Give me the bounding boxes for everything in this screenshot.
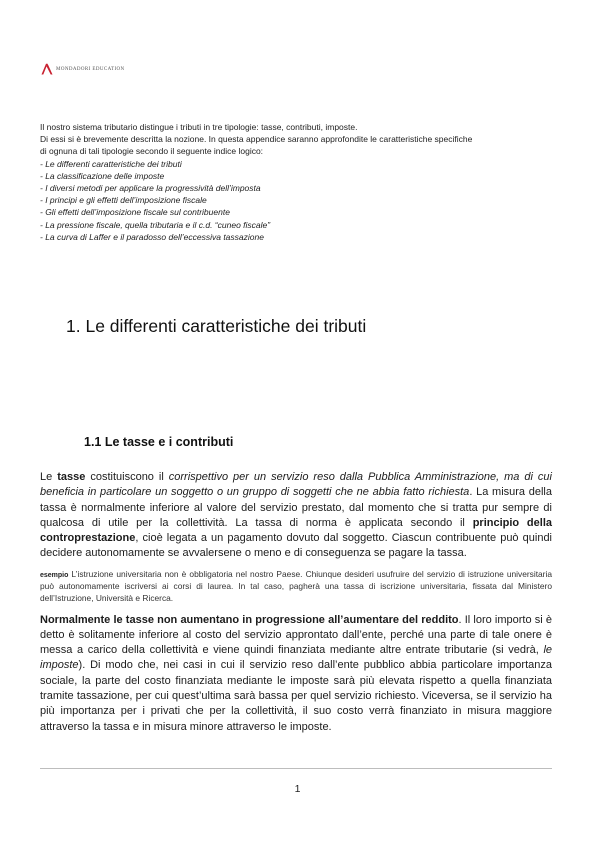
example-label: esempio bbox=[40, 571, 69, 579]
topic-index-item: - I principi e gli effetti dell’imposizione fiscale bbox=[40, 195, 207, 206]
intro-line: di ognuna di tali tipologie secondo il seguente indice logico: bbox=[40, 146, 264, 157]
definition-italic: corrispettivo per un servizio reso dalla Pubblica Amministrazione, ma di cui beneficia in particolare un soggetto o un gruppo di soggetti che ne abbia fatto richiesta bbox=[40, 471, 552, 499]
topic-index-item: - Gli effetti dell’imposizione fiscale sul contribuente bbox=[40, 207, 230, 218]
publisher-logo bbox=[41, 63, 125, 75]
mondadori-logo-icon bbox=[41, 63, 53, 75]
italic-term: le imposte bbox=[40, 644, 552, 672]
topic-index-list bbox=[40, 158, 560, 243]
page-number: 1 bbox=[294, 783, 301, 795]
text-run: . Il loro importo si è detto è solitamente inferiore al costo del servizio approntato dall’ente, perché una parte di tale onere è messa a carico della collettività e viene quindi finanziata mediante altre entrate tributarie (si vedrà, bbox=[40, 613, 552, 657]
footer-divider bbox=[40, 768, 552, 769]
topic-index-item: - La classificazione delle imposte bbox=[40, 170, 165, 181]
topic-index-item: - Le differenti caratteristiche dei tributi bbox=[40, 158, 182, 169]
text-run: . La misura della tassa è normalmente inferiore al valore del servizio prestato, dal momento che si tratta pur sempre di qualcosa di utile per la collettività. La tassa di norma è applicata secondo il bbox=[40, 486, 552, 529]
section-body bbox=[40, 470, 552, 735]
bold-statement: Normalmente le tasse non aumentano in progressione all’aumentare del reddito bbox=[40, 613, 459, 626]
section-title: 1.1 Le tasse e i contributi bbox=[84, 435, 234, 449]
example-box bbox=[40, 569, 552, 605]
term-tasse: tasse bbox=[57, 471, 86, 483]
topic-index-item: - I diversi metodi per applicare la progressività dell’imposta bbox=[40, 183, 261, 194]
text-run: costituiscono il bbox=[85, 471, 169, 483]
topic-index-item: - La curva di Laffer e il paradosso dell’eccessiva tassazione bbox=[40, 231, 264, 242]
intro-line: Il nostro sistema tributario distingue i tributi in tre tipologie: tasse, contributi, imposte. bbox=[40, 122, 358, 132]
example-text: L’istruzione universitaria non è obbligatoria nel nostro Paese. Chiunque desideri usufruire del servizio di istruzione universitaria può autonomamente iscriversi ai corsi di laurea. In tal caso, pagherà una tassa di iscrizione universitaria, fissata dal Ministero dell’Istruzione, Università e Ricerca. bbox=[40, 568, 552, 603]
text-run: Le bbox=[40, 471, 58, 483]
intro-line: Di essi si è brevemente descritta la nozione. In questa appendice saranno approfondite le caratteristiche specifiche bbox=[40, 134, 473, 145]
paragraph-progressione bbox=[40, 613, 552, 735]
term-principio: principio della controprestazione bbox=[40, 516, 552, 545]
intro-block bbox=[40, 121, 560, 243]
logo-text: MONDADORI EDUCATION bbox=[56, 67, 125, 72]
paragraph-tasse bbox=[40, 470, 552, 562]
text-run: ). Di modo che, nei casi in cui il servizio reso dall’ente pubblico abbia particolare importanza sociale, la parte del costo finanziata mediante le imposte sarà più elevata rispetto a quella finanziata tramite tassazione, per cui quest’ultima sarà bassa per quel servizio richiesto. Viceversa, se il servizio ha più importanza per i privati che per la collettività, il suo costo verrà finanziato in misura maggiore attraverso la tassa e in misura minore attraverso le imposte. bbox=[40, 659, 552, 733]
text-run: , cioè legata a un pagamento dovuto dal soggetto. Ciascun contribuente può quindi decidere autonomamente se avvalersene o meno e di conseguenza se pagare la tassa. bbox=[40, 532, 552, 560]
chapter-title: 1. Le differenti caratteristiche dei tributi bbox=[66, 316, 367, 336]
topic-index-item: - La pressione fiscale, quella tributaria e il c.d. “cuneo fiscale” bbox=[40, 219, 271, 230]
